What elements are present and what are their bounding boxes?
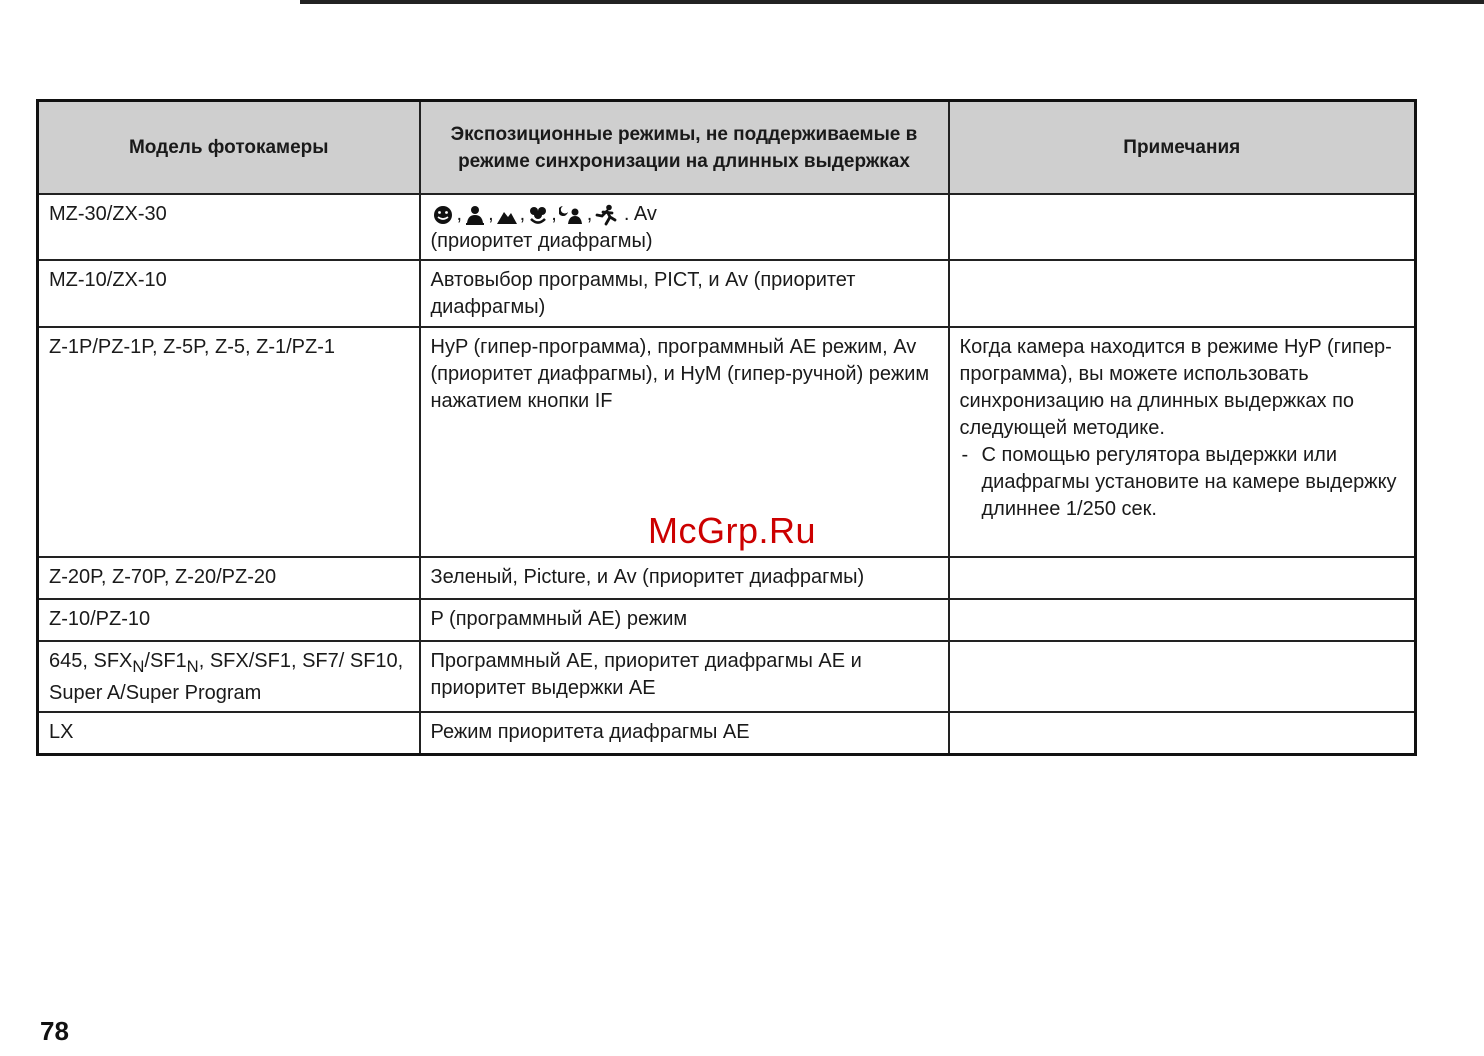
macro-icon: [527, 204, 549, 226]
model-text-part: /SF1: [144, 650, 187, 673]
camera-compatibility-table: [36, 99, 1417, 756]
notes-text: Когда камера находится в режиме HyP (гипер-программа), вы можете использовать синхронизацию на длинных выдержках по следующей методике.: [959, 336, 1392, 440]
smile-face-icon: [431, 204, 455, 226]
portrait-icon: [464, 204, 486, 226]
cell-notes: [949, 194, 1416, 260]
cell-model: MZ-10/ZX-10: [38, 260, 420, 327]
night-portrait-icon: [559, 204, 585, 226]
table-row: [38, 260, 1416, 327]
top-rule: [300, 0, 1484, 4]
cell-model: Z-20P, Z-70P, Z-20/PZ-20: [38, 557, 420, 599]
cell-modes: Режим приоритета диафрагмы АЕ: [420, 712, 949, 755]
notes-list-item: - С помощью регулятора выдержки или диафрагмы установите на камере выдержку длиннее 1/250 сек.: [960, 442, 1405, 523]
cell-modes: Автовыбор программы, PICT, и Av (приоритет диафрагмы): [420, 260, 949, 327]
cell-modes: Зеленый, Picture, и Av (приоритет диафрагмы): [420, 557, 949, 599]
modes-suffix: . Av: [623, 203, 657, 225]
header-unsupported-modes: Экспозиционные режимы, не поддерживаемые в режиме синхронизации на длинных выдержках: [420, 101, 949, 195]
cell-modes: P (программный АЕ) режим: [420, 599, 949, 641]
model-text-part: 645, SFX: [49, 650, 133, 673]
model-text-part: , SFX/SF1, SF7/ SF10, Super A/Super Program: [49, 650, 404, 705]
mode-icons: , , , , ,: [431, 201, 619, 228]
cell-model: Z-10/PZ-10: [38, 599, 420, 641]
cell-modes: HyP (гипер-программа), программный АЕ режим, Av (приоритет диафрагмы), и HyM (гипер-ручной) режим нажатием кнопки IF: [420, 327, 949, 557]
cell-modes: Программный АЕ, приоритет диафрагмы АЕ и приоритет выдержки АЕ: [420, 641, 949, 712]
cell-model: Z-1P/PZ-1P, Z-5P, Z-5, Z-1/PZ-1: [38, 327, 420, 557]
model-subscript: N: [132, 657, 145, 677]
cell-notes: [949, 260, 1416, 327]
sport-icon: [594, 204, 618, 226]
model-subscript: N: [186, 657, 199, 677]
table-header-row: [38, 101, 1416, 195]
cell-model: [38, 641, 420, 712]
cell-notes: [949, 599, 1416, 641]
cell-notes: [949, 557, 1416, 599]
table-row: [38, 641, 1416, 712]
notes-list: [960, 442, 1405, 523]
table-row: [38, 712, 1416, 755]
table-row: [38, 557, 1416, 599]
landscape-icon: [496, 204, 518, 226]
table-row: [38, 599, 1416, 641]
cell-modes: [420, 194, 949, 260]
table-row: [38, 194, 1416, 260]
watermark: McGrp.Ru: [648, 510, 817, 551]
cell-model: MZ-30/ZX-30: [38, 194, 420, 260]
cell-notes: [949, 327, 1416, 557]
cell-model: LX: [38, 712, 420, 755]
header-notes: Примечания: [949, 101, 1416, 195]
cell-notes: [949, 712, 1416, 755]
page-number: 78: [40, 1016, 69, 1046]
modes-line2: (приоритет диафрагмы): [430, 230, 653, 253]
header-camera-model: Модель фотокамеры: [38, 101, 420, 195]
cell-notes: [949, 641, 1416, 712]
